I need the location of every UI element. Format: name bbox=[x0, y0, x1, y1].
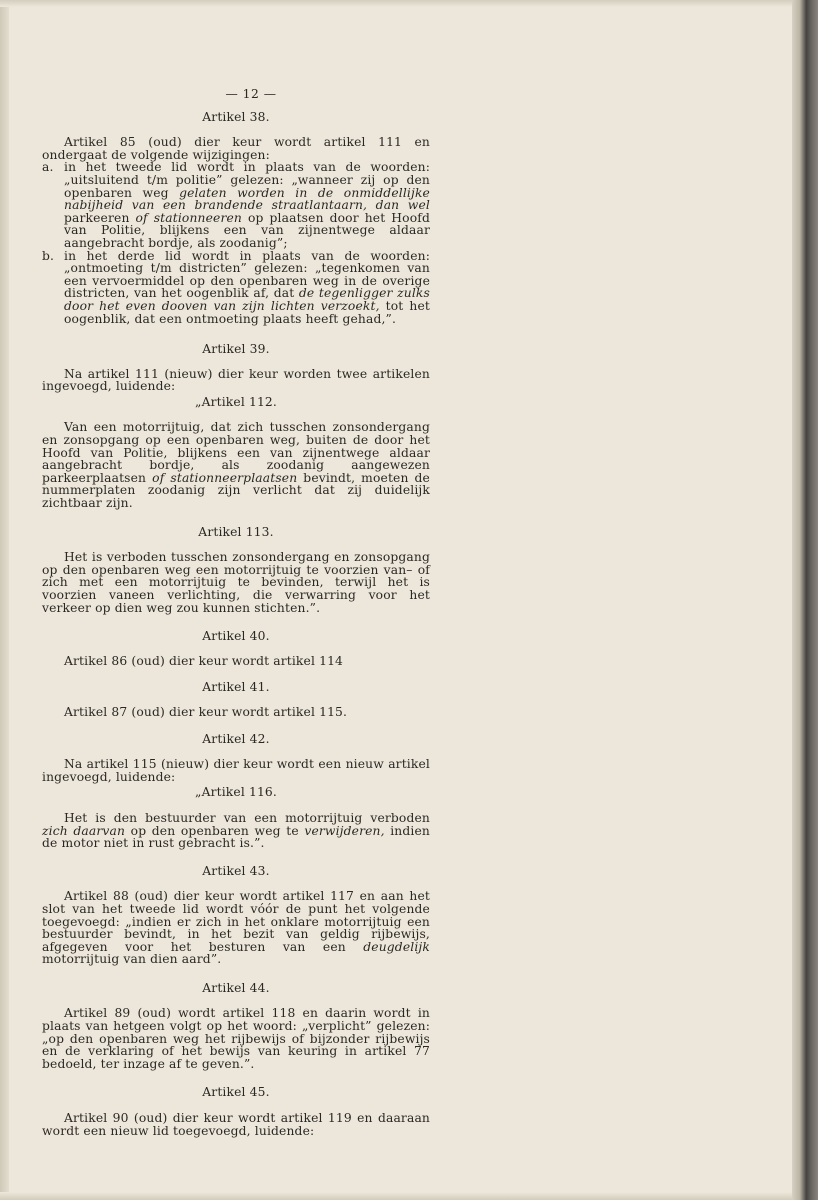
article-42-heading: Artikel 42. bbox=[202, 731, 270, 746]
item-b-label: b. bbox=[42, 248, 55, 263]
article-39-intro: Na artikel 111 (nieuw) dier keur worden twee artikelen ingevoegd, luidende: bbox=[42, 366, 430, 394]
article-116-heading: „Artikel 116. bbox=[195, 785, 277, 800]
page-left-edge bbox=[0, 0, 9, 1200]
article-113-text: Het is verboden tusschen zonsondergang en zonsopgang op den openbaren weg een motorrijtuig te voorzien van– of zich met een motorrijtuig te bevinden, terwijl het is voorzien vaneen verlichting, die verwarring voor het verkeer op dien weg zou kunnen stichten.”. bbox=[42, 550, 430, 615]
item-a-label: a. bbox=[42, 160, 54, 175]
item-b-text: in het derde lid wordt in plaats van de woorden: „ontmoeting t/m districten” gelezen: „tegenkomen van een vervoermiddel op den openbaren weg in de overige districten, van het oogenblik af, dat de tegenligger zulks door het even dooven van zijn lichten verzoekt, tot het oogenblik, dat een ontmoeting plaats heeft gehad,”. bbox=[64, 248, 430, 326]
item-a-text: in het tweede lid wordt in plaats van de woorden: „uitsluitend t/m politie” gelezen: „wanneer zij op den openbaren weg gelaten worden in de onmiddellijke nabijheid van een brandende straatlantaarn, dan wel parkeeren of stationneeren op plaatsen door het Hoofd van Politie, blijkens een van zijnentwege aldaar aangebracht bordje, als zoodanig”; bbox=[64, 160, 430, 250]
article-38-item-a bbox=[42, 161, 430, 249]
article-44-text: Artikel 89 (oud) wordt artikel 118 en daarin wordt in plaats van hetgeen volgt op het woord: „verplicht” gelezen: „op den openbaren weg het rijbewijs of bijzonder rijbewijs en de verklaring of het bewijs van keuring in artikel 77 bedoeld, ter inzage af te geven.”. bbox=[42, 1006, 430, 1071]
article-40-text: Artikel 86 (oud) dier keur wordt artikel 114 bbox=[64, 653, 344, 668]
book-binding-shadow bbox=[792, 0, 818, 1200]
article-112-text: Van een motorrijtuig, dat zich tusschen zonsondergang en zonsopgang op een openbaren weg, buiten de door het Hoofd van Politie, blijkens een van zijnentwege aldaar aangebracht bordje, als zoodanig aangewezen parkeerplaatsen of stationneerplaatsen bevindt, moeten de nummerplaten zoodanig zijn verlicht dat zij duidelijk zichtbaar zijn. bbox=[42, 420, 430, 511]
document-body bbox=[42, 82, 430, 1137]
article-40-heading: Artikel 40. bbox=[202, 629, 270, 644]
page-number: — 12 — bbox=[225, 87, 277, 101]
article-43-heading: Artikel 43. bbox=[202, 863, 270, 878]
article-41-text: Artikel 87 (oud) dier keur wordt artikel 115. bbox=[64, 704, 348, 719]
article-112-heading: „Artikel 112. bbox=[195, 394, 277, 409]
article-45-text: Artikel 90 (oud) dier keur wordt artikel 119 en daaraan wordt een nieuw lid toegevoegd, luidende: bbox=[42, 1111, 430, 1138]
article-38-heading: Artikel 38. bbox=[202, 109, 270, 124]
article-113-heading: Artikel 113. bbox=[198, 524, 274, 539]
page-top-edge bbox=[0, 0, 818, 7]
article-45-heading: Artikel 45. bbox=[202, 1085, 270, 1100]
article-116-text: Het is den bestuurder van een motorrijtuig verboden zich daarvan op den openbaren weg te verwijderen, indien de motor niet in rust gebracht is.”. bbox=[42, 810, 430, 851]
article-39-heading: Artikel 39. bbox=[202, 342, 270, 357]
article-43-text: Artikel 88 (oud) dier keur wordt artikel 117 en aan het slot van het tweede lid wordt vóór de punt het volgende toegevoegd: „indien er zich in het onklare motorrijtuig een bestuurder bevindt, in het bezit van geldig rijbewijs, afgegeven voor het besturen van een deugdelijk motorrijtuig van dien aard”. bbox=[42, 889, 430, 967]
page-bottom-edge bbox=[0, 1192, 818, 1200]
article-42-intro: Na artikel 115 (nieuw) dier keur wordt een nieuw artikel ingevoegd, luidende: bbox=[42, 757, 430, 784]
article-38-item-b bbox=[42, 250, 430, 326]
article-38-intro: Artikel 85 (oud) dier keur wordt artikel 111 en ondergaat de volgende wijzigingen: bbox=[42, 135, 430, 162]
article-41-heading: Artikel 41. bbox=[202, 680, 270, 695]
article-44-heading: Artikel 44. bbox=[202, 980, 270, 995]
